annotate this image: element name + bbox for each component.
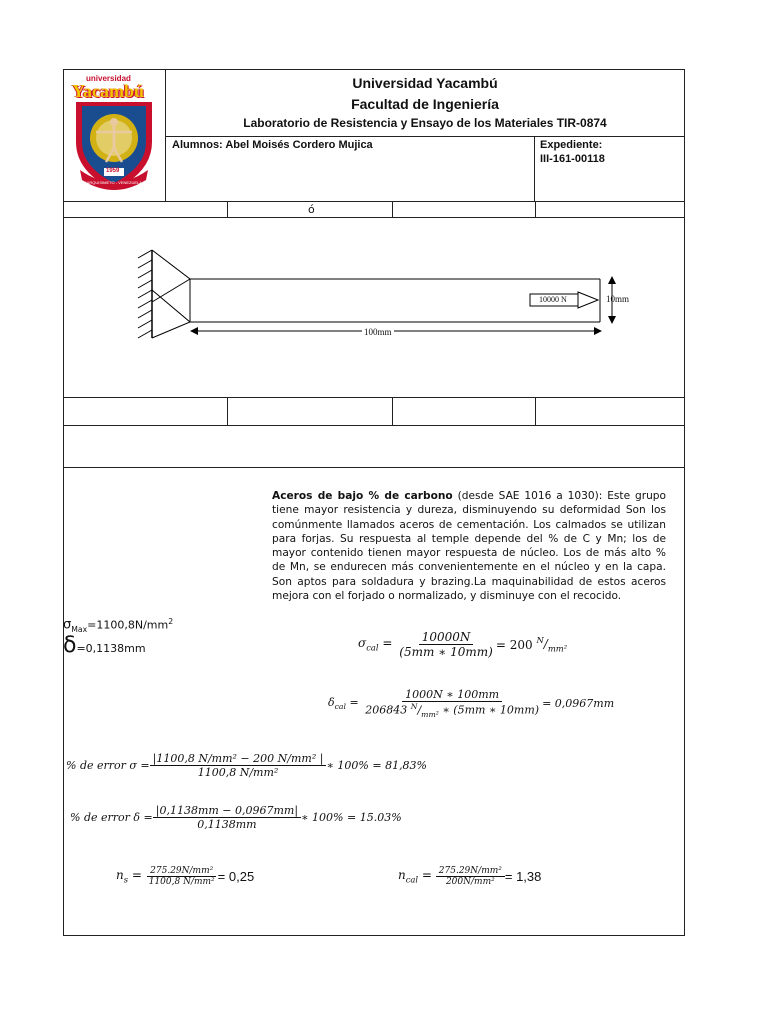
delta-cal-lhs: $\delta_{cal}$ =: [328, 695, 363, 712]
sigma-exp: 2: [168, 617, 174, 626]
sigma-cal-formula: [358, 630, 567, 659]
sigma-cal-fraction: [396, 630, 496, 659]
error-sigma-numerator: |1100,8 N/mm² − 200 N/mm² |: [150, 752, 327, 766]
steel-description-title: Aceros de bajo % de carbono: [272, 490, 453, 502]
university-title: Universidad Yacambú: [352, 75, 498, 91]
logo-name: Yacambú: [72, 81, 145, 101]
sigma-symbol: σ: [63, 617, 72, 633]
faculty-title: Facultad de Ingeniería: [351, 96, 499, 112]
delta-symbol: δ: [63, 633, 77, 658]
ns-formula: [116, 866, 254, 887]
row1-mark: ó: [308, 203, 315, 216]
beam-diagram: [130, 240, 650, 350]
error-delta-result: ∗ 100% = 15.03%: [301, 811, 402, 824]
ncal-denominator: 200N/mm²: [445, 877, 495, 887]
lab-title: Laboratorio de Resistencia y Ensayo de los Materiales TIR-0874: [243, 116, 607, 130]
row-divider-3: [63, 397, 685, 398]
row-divider-5: [63, 467, 685, 468]
row3-col-divider-3: [535, 397, 536, 425]
ns-numerator: 275.29N/mm²: [147, 866, 216, 877]
row3-col-divider-2: [392, 397, 393, 425]
error-sigma-denominator: 1100,8 N/mm²: [197, 766, 279, 779]
delta-cal-numerator: 1000N ∗ 100mm: [402, 688, 502, 702]
row1-col-divider-3: [535, 201, 536, 217]
error-delta-numerator: |0,1138mm − 0,0967mm|: [153, 804, 301, 818]
sigma-cal-denominator: (5mm ∗ 10mm): [399, 645, 493, 659]
length-label: 100mm: [364, 327, 392, 337]
delta-cal-result: = 0,0967mm: [542, 696, 615, 710]
error-delta-denominator: 0,1138mm: [197, 818, 257, 831]
delta-cal-formula: [328, 688, 614, 719]
students-label: Alumnos: Abel Moisés Cordero Mujica: [172, 139, 373, 151]
steel-description-body: : Este grupo tiene mayor resistencia y dureza, disminuyendo su deformidad Son los comúnmente llamados aceros de cementación. Los calmados se utilizan para forjas. Su respuesta al temple depende del % de C y Mn; los de mayor contenido tienen mayor respuesta de núcleo. Los de más alto % de Mn, se endurecen más convenientemente en el núcleo y en la capa. Son aptos para soldadura y brazing.La maquinabilidad de estos aceros mejora con el forjado o normalizado, y disminuye con el recocido.: [272, 490, 666, 603]
row1-col-divider-2: [392, 201, 393, 217]
logo-bottom-text: BARQUISIMETO - VENEZUELA: [84, 180, 142, 185]
row-divider-1: [63, 201, 685, 202]
ncal-lhs: $n_{cal}$ =: [398, 868, 436, 885]
ns-result: = 0,25: [217, 869, 255, 884]
ns-fraction: [146, 866, 218, 887]
university-logo: [66, 72, 162, 198]
delta-value-text: =0,1138mm: [76, 642, 146, 655]
row-divider-4: [63, 425, 685, 426]
row1-col-divider-1: [227, 201, 228, 217]
sigma-max-value: [63, 617, 173, 634]
error-sigma-result: ∗ 100% = 81,83%: [326, 759, 428, 772]
logo-year: 1959: [106, 168, 120, 174]
sigma-cal-numerator: 10000N: [419, 630, 474, 645]
header-row-divider: [165, 136, 685, 137]
sigma-cal-lhs: $\sigma_{cal}$ =: [358, 636, 397, 653]
expediente-value: III-161-00118: [540, 153, 605, 165]
expediente-divider: [534, 136, 535, 201]
error-sigma-fraction: [150, 752, 327, 779]
sigma-sub: Max: [71, 624, 88, 634]
ncal-fraction: [436, 866, 505, 887]
error-sigma-lhs: % de error σ =: [66, 759, 150, 772]
expediente-label: Expediente:: [540, 139, 603, 151]
error-sigma-formula: [66, 752, 427, 779]
steel-description-sae: (desde SAE 1016 a 1030): [457, 490, 599, 502]
error-delta-formula: [70, 804, 402, 831]
error-delta-fraction: [153, 804, 301, 831]
ncal-formula: [398, 866, 541, 887]
row3-col-divider-1: [227, 397, 228, 425]
height-label: 10mm: [606, 294, 630, 304]
ns-denominator: 1100,8 N/mm²: [148, 877, 215, 887]
logo-top-text: universidad: [86, 74, 131, 83]
force-label: 10000 N: [539, 295, 567, 304]
error-delta-lhs: % de error δ =: [70, 811, 153, 824]
row-divider-2: [63, 217, 685, 218]
ncal-result: = 1,38: [504, 869, 542, 884]
delta-value: [63, 633, 146, 658]
sigma-cal-unit: $^N/_{mm^2}$: [536, 635, 568, 654]
steel-description: [272, 489, 666, 603]
delta-cal-denominator: 206843 $^N/_{mm^2}$ ∗ (5mm ∗ 10mm): [365, 702, 540, 719]
ns-lhs: $n_s$ =: [116, 868, 146, 885]
sigma-value: =1100,8N/mm: [87, 618, 169, 632]
ncal-numerator: 275.29N/mm²: [436, 866, 505, 877]
sigma-cal-result: = 200: [495, 637, 533, 652]
delta-cal-fraction: [362, 688, 542, 719]
